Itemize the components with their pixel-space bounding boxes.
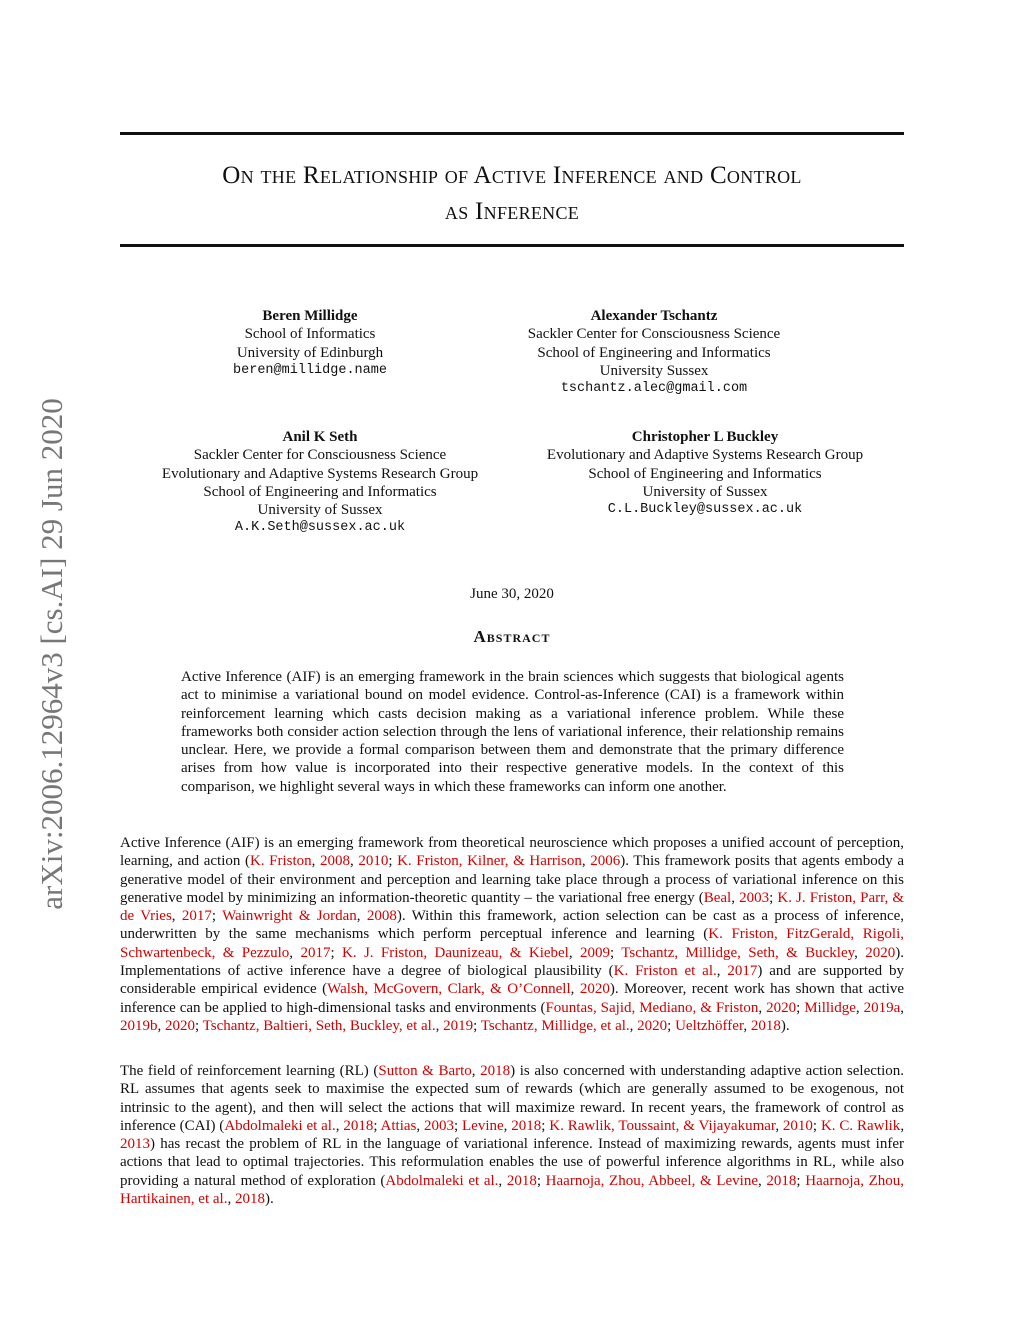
author-block [484,307,824,398]
citation-link[interactable]: Tschantz, Millidge, et al. [480,1017,630,1034]
paragraph-text: , [758,999,767,1016]
paragraph-text: , [855,999,864,1016]
citation-link[interactable]: 2010 [782,1117,813,1134]
author-email[interactable]: A.K.Seth@sussex.ac.uk [234,520,406,536]
citation-link[interactable]: Beal [703,889,732,906]
paragraph-text: ; [373,1117,381,1134]
paragraph-text: ). Within this framework, action selection can be cast as a process of inference, underwritten by the same mechanisms which perform perceptual inference and learning ( [120,908,905,943]
author-name: Anil K Seth [282,429,358,445]
paragraph-text: , [471,1063,481,1079]
citation-link[interactable]: K. Friston [249,853,312,870]
citation-link[interactable]: K. Friston et al. [613,963,717,980]
author-affiliation: Sackler Center for Consciousness Science [527,326,781,343]
title-line-1: On the Relationship of Active Inference and Control [222,162,802,189]
paragraph-text: , [900,1117,905,1134]
body-paragraph [120,834,904,1035]
paragraph-text: , [435,1017,444,1034]
citation-link[interactable]: 2018 [511,1117,542,1134]
paragraph-text: ; [541,1117,550,1134]
author-email[interactable]: tschantz.alec@gmail.com [560,381,748,397]
paragraph-text: ; [211,908,223,925]
citation-link[interactable]: 2017 [181,908,212,925]
author-block [180,307,440,380]
citation-link[interactable]: 2018 [343,1117,374,1134]
author-affiliation: Evolutionary and Adaptive Systems Research Group [546,447,864,464]
arxiv-identifier: arXiv:2006.12964v3 [cs.AI] 29 Jun 2020 [34,398,69,910]
author-block [500,428,910,519]
author-name: Christopher L Buckley [631,429,779,445]
author-affiliation: School of Informatics [244,326,376,343]
citation-link[interactable]: 2018 [234,1191,265,1208]
citation-link[interactable]: Walsh, McGovern, Clark, & O’Connell [327,981,571,998]
paragraph-text: ; [769,889,778,906]
title-rule-top [120,132,904,135]
citation-link[interactable]: 2008 [319,853,350,870]
paragraph-text: ; [388,853,398,870]
citation-link[interactable]: Haarnoja, Zhou, Abbeel, & Levine [545,1172,758,1189]
citation-link[interactable]: 2020 [865,944,896,961]
paragraph-text: ) and are supported by considerable empirical evidence ( [120,963,905,998]
publication-date: June 30, 2020 [470,586,554,602]
paragraph-text: , [356,908,367,925]
author-email[interactable]: C.L.Buckley@sussex.ac.uk [607,502,803,518]
author-affiliation: School of Engineering and Informatics [537,344,771,361]
citation-link[interactable]: K. Friston, Kilner, & Harrison [397,853,582,870]
paragraph-text: , [568,944,580,961]
author-name: Beren Millidge [262,308,358,324]
abstract-text: Active Inference (AIF) is an emerging framework in the brain sciences which suggests that biological agents act to minimise a variational bound on model evidence. Control-as-Inference (CAI) is a framework within reinforcement learning which casts decision making as a variational inference problem. While these frameworks both consider action selection through the lens of variational inference, their relationship remains unclear. Here, we provide a formal comparison between them and demonstrate that the primary difference arises from how value is incorporated into their respective generative models. In the context of this comparison, we highlight several ways in which these frameworks can inform one another. [181,669,844,795]
paragraph-text: ; [536,1172,546,1189]
paragraph-text: , [570,981,580,998]
author-name: Alexander Tschantz [590,308,718,324]
citation-link[interactable]: 2008 [366,908,397,925]
paragraph-text: Active Inference (AIF) is an emerging framework from theoretical neuroscience which proposes a unified account of perception, learning, and action ( [120,835,904,870]
author-affiliation: University of Edinburgh [236,344,384,361]
paragraph-text: ). Moreover, recent work has shown that active inference can be applied to high-dimensional tasks and environments ( [120,981,905,1016]
citation-link[interactable]: Ueltzhöffer [675,1017,744,1034]
paragraph-text: , [498,1172,507,1189]
abstract-heading: Abstract [473,627,551,646]
paragraph-text: , [503,1117,512,1134]
citation-link[interactable]: K. J. Friston, Parr, & de Vries [120,889,905,925]
paragraph-text: , [757,1172,767,1189]
paragraph-text: , [716,963,728,980]
citation-link[interactable]: 2013 [120,1136,150,1153]
author-affiliation: Sackler Center for Consciousness Science [193,447,447,464]
citation-link[interactable]: 2018 [750,1017,781,1034]
citation-link[interactable]: 2020 [579,981,610,998]
paragraph-text: ) is also concerned with understanding adaptive action selection. RL assumes that agents seek to maximise the expected sum of rewards (which are generally assumed to be exogenous, not intrinsic to the agent), and then will select the actions that will maximize reward. In recent years, the framework of control as inference (CAI) ( [120,1063,904,1134]
citation-link[interactable]: 2020 [637,1017,668,1034]
citation-link[interactable]: Abdolmaleki et al. [385,1172,499,1189]
author-affiliation: University of Sussex [257,502,383,519]
citation-link[interactable]: 2018 [480,1063,511,1079]
paragraph-text: , [289,944,301,961]
paragraph-text: , [854,944,866,961]
paragraph-text: , [335,1117,344,1134]
citation-link[interactable]: 2019 [443,1017,474,1034]
paragraph-text: ; [473,1017,481,1034]
paragraph-text: ; [796,1172,806,1189]
paragraph-text: , [227,1191,235,1208]
paragraph-text: , [311,853,320,870]
paragraph-text: , [157,1017,165,1034]
citation-link[interactable]: 2019b [120,1017,158,1034]
citation-link[interactable]: K. J. Friston, Daunizeau, & Kiebel [341,944,569,961]
citation-link[interactable]: 2017 [727,963,758,980]
author-affiliation: School of Engineering and Informatics [203,483,437,500]
paragraph-text: ; [195,1017,203,1034]
paragraph-text: ). Implementations of active inference have a degree of biological plausibility ( [120,944,905,980]
body-paragraph [120,1062,904,1208]
author-email[interactable]: beren@millidge.name [233,362,387,378]
citation-link[interactable]: 2003 [424,1117,454,1134]
title-line-2: as Inference [444,198,580,225]
author-affiliation: University Sussex [599,362,709,379]
paragraph-text: , [775,1117,783,1134]
paragraph-text: ). This framework posits that agents embody a generative model of their environment and perception and learning take place through a process of variational inference on this generative model by minimizing an information-theoretic quantity – the variational free energy ( [120,853,905,906]
citation-link[interactable]: 2017 [300,944,331,961]
citation-link[interactable]: 2010 [358,853,389,870]
paragraph-text: ; [330,944,342,961]
citation-link[interactable]: 2003 [739,889,770,906]
paragraph-text: , [900,999,905,1016]
paragraph-text: , [416,1117,424,1134]
title-rule-bottom [120,244,904,247]
citation-link[interactable]: Wainwright & Jordan [222,908,357,925]
author-affiliation: University of Sussex [642,483,768,500]
citation-link[interactable]: 2020 [165,1017,195,1034]
citation-link[interactable]: Levine [462,1117,504,1134]
paragraph-text: ; [667,1017,676,1034]
citation-link[interactable]: 2018 [506,1172,537,1189]
citation-link[interactable]: K. Rawlik, Toussaint, & Vijayakumar [549,1117,776,1134]
paragraph-text: ; [609,944,622,961]
paragraph-text: ) has recast the problem of RL in the language of variational inference. Instead of maximizing rewards, agents must infer actions that lead to optimal trajectories. This reformulation enables the use of powerful inference algorithms in RL, while also providing a natural method of exploration ( [120,1136,904,1189]
paragraph-text: , [629,1017,638,1034]
citation-link[interactable]: Sutton & Barto [378,1063,472,1079]
citation-link[interactable]: Millidge [804,999,856,1016]
author-affiliation: School of Engineering and Informatics [588,465,822,482]
citation-link[interactable]: Tschantz, Baltieri, Seth, Buckley, et al. [202,1017,436,1034]
paragraph-text: , [731,889,740,906]
citation-link[interactable]: K. C. Rawlik [820,1117,901,1134]
citation-link[interactable]: 2018 [766,1172,797,1189]
paragraph-text: ; [812,1117,821,1134]
paper-title [120,158,904,230]
citation-link[interactable]: Abdolmaleki et al. [224,1117,336,1134]
author-affiliation: Evolutionary and Adaptive Systems Research Group [161,465,479,482]
author-block [120,428,520,538]
paragraph-text: , [349,853,359,870]
paragraph-text: ). [264,1191,274,1208]
citation-link[interactable]: Haarnoja, Zhou, Hartikainen, et al. [120,1172,905,1208]
paragraph-text: , [171,908,182,925]
paragraph-text: The field of reinforcement learning (RL) ( [120,1063,379,1079]
paragraph-text: ; [454,1117,463,1134]
citation-link[interactable]: K. Friston, FitzGerald, Rigoli, Schwartenbeck, & Pezzulo [120,926,905,961]
citation-link[interactable]: 2019a [863,999,901,1016]
paragraph-text: ). [780,1017,790,1034]
paragraph-text: , [743,1017,751,1034]
citation-link[interactable]: 2020 [766,999,797,1016]
paragraph-text: ; [796,999,805,1016]
paragraph-text: , [581,853,591,870]
citation-link[interactable]: Fountas, Sajid, Mediano, & Friston [545,999,759,1016]
citation-link[interactable]: 2006 [590,853,621,870]
citation-link[interactable]: Attias [380,1117,417,1134]
citation-link[interactable]: Tschantz, Millidge, Seth, & Buckley [621,944,855,961]
citation-link[interactable]: 2009 [579,944,610,961]
